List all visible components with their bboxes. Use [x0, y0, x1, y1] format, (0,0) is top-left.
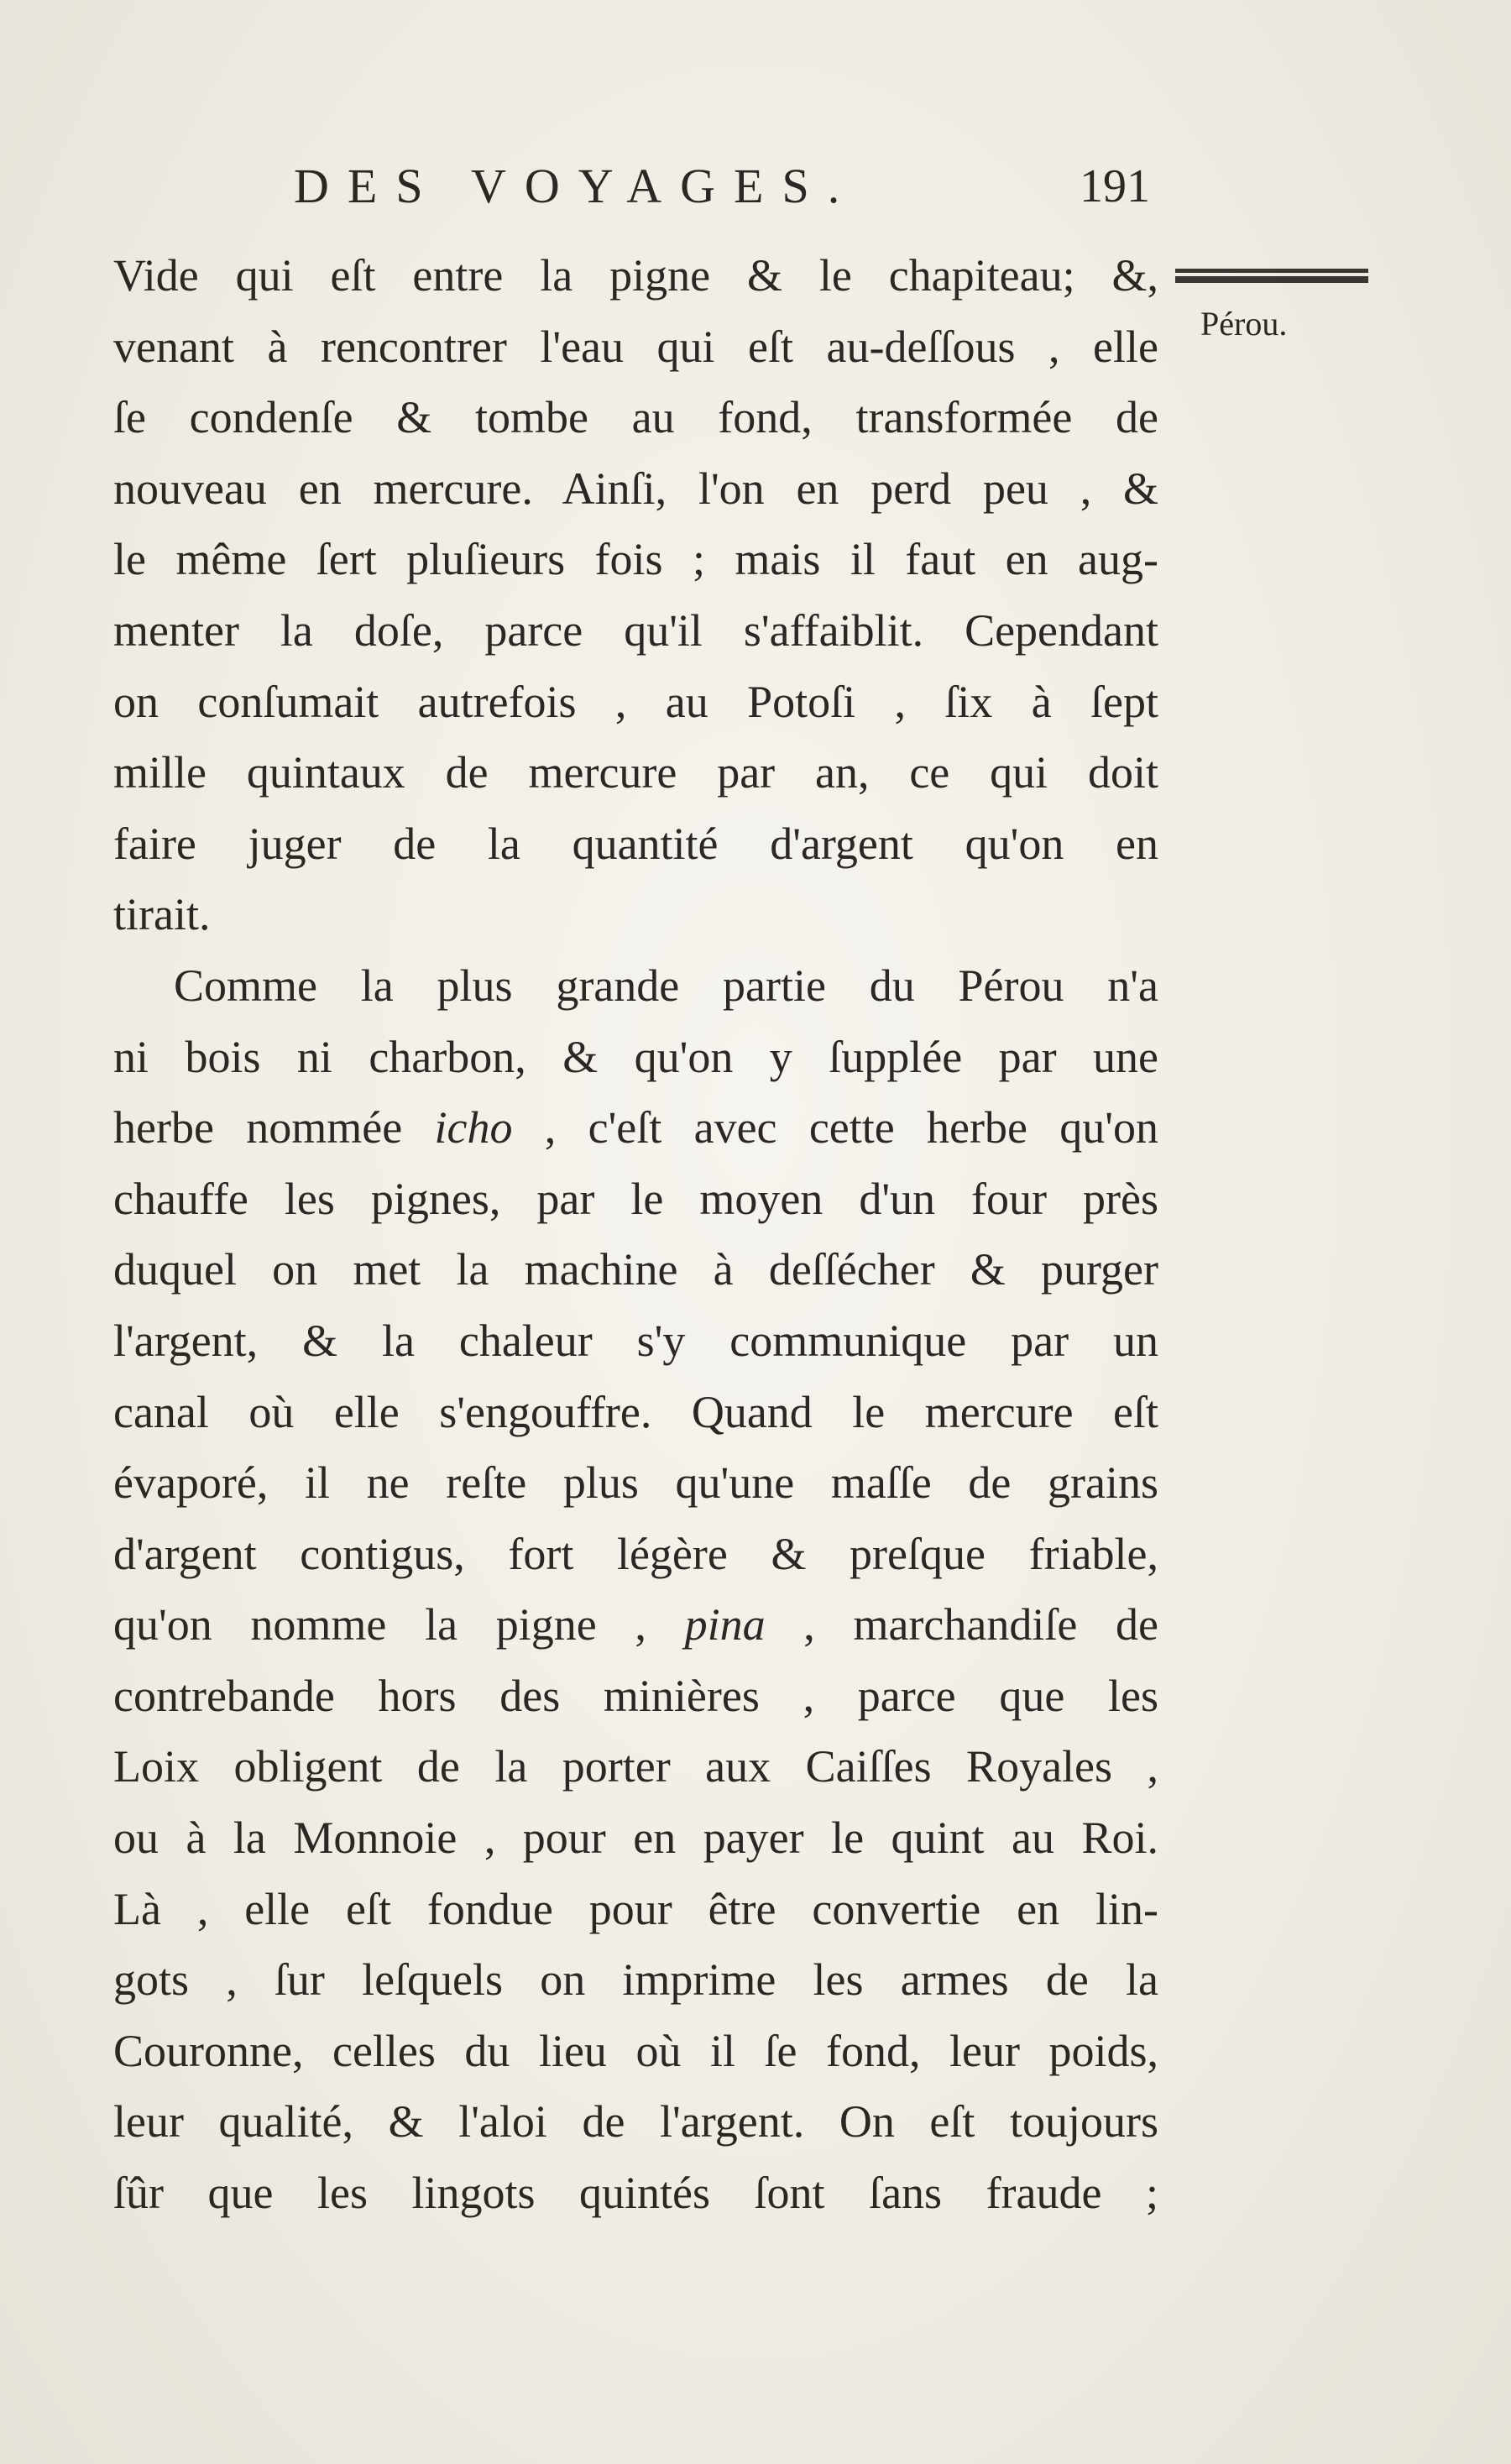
text-line: tirait. — [113, 889, 211, 940]
text-line: Vide qui eſt entre la pigne & le chapiteau; &, — [113, 250, 1158, 301]
text-span: , marchandiſe de — [765, 1599, 1158, 1651]
text-span: herbe nommée — [113, 1102, 435, 1154]
italic-term: pina — [684, 1599, 766, 1651]
page-number: 191 — [1080, 160, 1150, 212]
text-line: duquel on met la machine à deſſécher & purger — [113, 1244, 1158, 1295]
page-header — [294, 158, 1150, 225]
text-line: leur qualité, & l'aloi de l'argent. On eſt toujours — [113, 2096, 1158, 2147]
body-text — [113, 240, 1158, 2229]
running-title: DES VOYAGES. — [294, 159, 859, 213]
text-line: venant à rencontrer l'eau qui eſt au-deſſous , elle — [113, 321, 1158, 372]
text-line: mille quintaux de mercure par an, ce qui doit — [113, 747, 1158, 798]
text-line: le même ſert pluſieurs fois ; mais il faut en aug- — [113, 534, 1158, 585]
text-line: ni bois ni charbon, & qu'on y ſupplée par une — [113, 1031, 1158, 1082]
text-line: gots , ſur leſquels on imprime les armes de la — [113, 1954, 1158, 2006]
text-line: ſûr que les lingots quintés ſont ſans fraude ; — [113, 2168, 1158, 2219]
italic-term: icho — [434, 1102, 513, 1154]
text-line: canal où elle s'engouffre. Quand le mercure eſt — [113, 1386, 1158, 1437]
text-line-with-italic — [113, 1092, 1158, 1164]
text-line: Loix obligent de la porter aux Caiſſes Royales , — [113, 1741, 1158, 1792]
text-span: , c'eſt avec cette herbe qu'on — [512, 1102, 1159, 1154]
text-line: ſe condenſe & tombe au fond, transformée de — [113, 392, 1158, 443]
text-span: qu'on nomme la pigne , — [113, 1599, 685, 1651]
text-line: d'argent contigus, fort légère & preſque friable, — [113, 1528, 1158, 1579]
text-line: Comme la plus grande partie du Pérou n'a — [174, 960, 1158, 1011]
text-line: Là , elle eſt fondue pour être convertie en lin- — [113, 1883, 1158, 1934]
text-line-with-italic — [113, 1589, 1158, 1661]
text-line: on conſumait autrefois , au Potoſi , ſix à ſept — [113, 676, 1158, 727]
text-line: faire juger de la quantité d'argent qu'on en — [113, 818, 1158, 869]
margin-ornament-rule — [1175, 262, 1368, 287]
text-line: Couronne, celles du lieu où il ſe fond, leur poids, — [113, 2025, 1158, 2076]
text-line: ou à la Monnoie , pour en payer le quint au Roi. — [113, 1813, 1158, 1864]
margin-note: Pérou. — [1200, 305, 1288, 343]
text-line: menter la doſe, parce qu'il s'affaiblit. Cependant — [113, 604, 1158, 656]
text-line: l'argent, & la chaleur s'y communique par un — [113, 1315, 1158, 1366]
text-line: contrebande hors des minières , parce que les — [113, 1670, 1158, 1721]
text-line: chauffe les pignes, par le moyen d'un four près — [113, 1173, 1158, 1224]
text-line: évaporé, il ne reſte plus qu'une maſſe de grains — [113, 1457, 1158, 1509]
text-line: nouveau en mercure. Ainſi, l'on en perd peu , & — [113, 463, 1158, 514]
